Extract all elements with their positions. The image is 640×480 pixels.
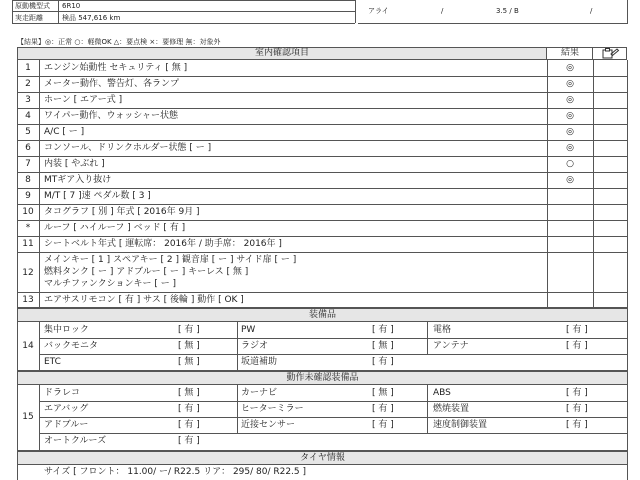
check-item-label: MTギア入り抜け (44, 175, 112, 185)
row-number: 9 (25, 191, 31, 201)
key-info-line1: メインキー [ 1 ] スペアキー [ 2 ] 観音扉 [ ー ] サイド扉 [ ー ] (44, 255, 297, 265)
check-item-label: 内装 [ やぶれ ] (44, 159, 105, 169)
tire-size-row: サイズ [ フロント： 11.00/ ー/ R22.5 リア： 295/ 80/ R22.5 ] (44, 467, 307, 477)
equipment-value: [ 無 ] (178, 388, 200, 398)
equipment-value: [ 有 ] (566, 420, 588, 430)
equipment-label: ヒーターミラー (241, 404, 304, 414)
row-number: 15 (22, 412, 34, 422)
check-item-label: ホーン [ エアー式 ] (44, 95, 123, 105)
equipment-value: [ 有 ] (372, 420, 394, 430)
equipment-label: 速度制御装置 (433, 420, 488, 430)
key-info-line2: 燃料タンク [ ー ] アドブルー [ ー ] キーレス [ 無 ] (44, 267, 249, 277)
equipment-value: [ 有 ] (372, 357, 394, 367)
row-number: 3 (25, 95, 31, 105)
check-item-label: ワイパー動作、ウォッシャー状態 (44, 111, 179, 121)
row-number: 11 (22, 239, 34, 249)
engine-model-value: 6R10 (62, 2, 81, 10)
result-mark: ◎ (566, 63, 574, 73)
equipment-value: [ 無 ] (372, 341, 394, 351)
equipment-value: [ 有 ] (566, 404, 588, 414)
clipboard-icon (600, 48, 620, 59)
equipment-value: [ 有 ] (178, 420, 200, 430)
air-suspension-row: エアサスリモコン [ 有 ] サス [ 後輪 ] 動作 [ OK ] (44, 295, 244, 305)
equipment-label: 坂道補助 (241, 357, 278, 367)
equipment-label: 燃焼装置 (433, 404, 470, 414)
result-mark: ◎ (566, 95, 574, 105)
equipment-label: オートクルーズ (44, 436, 107, 446)
engine-model-label: 原動機型式 (15, 2, 50, 10)
equipment-value: [ 有 ] (178, 436, 200, 446)
alignment-end: / (590, 7, 593, 15)
check-item-label: シートベルト年式 [ 運転席： 2016年 / 助手席： 2016年 ] (44, 239, 282, 249)
check-item-label: メーター動作、警告灯、各ランプ (44, 79, 180, 89)
alignment-label: アライ (368, 7, 389, 15)
equipment-header: 装備品 (308, 310, 336, 320)
equipment-label: エアバッグ (44, 404, 89, 414)
equipment-label: PW (241, 325, 256, 335)
result-mark: ○ (566, 159, 574, 169)
checklist-header: 室内確認項目 (254, 48, 309, 58)
equipment-value: [ 有 ] (566, 325, 588, 335)
check-item-label: タコグラフ [ 別 ] 年式 [ 2016年 9月 ] (44, 207, 200, 217)
equipment-value: [ 有 ] (566, 388, 588, 398)
check-item-label: M/T [ 7 ]速 ペダル数 [ 3 ] (44, 191, 151, 201)
equipment-label: ABS (433, 388, 451, 398)
tire-header: タイヤ情報 (300, 453, 345, 463)
result-mark: ◎ (566, 127, 574, 137)
equipment-value: [ 有 ] (566, 341, 588, 351)
check-item-label: ルーフ [ ハイルーフ ] ベッド [ 有 ] (44, 223, 186, 233)
row-number: 12 (22, 268, 34, 278)
equipment-value: [ 無 ] (372, 388, 394, 398)
equipment-value: [ 有 ] (178, 325, 200, 335)
check-item-label: A/C [ ー ] (44, 127, 85, 137)
equipment-value: [ 有 ] (372, 404, 394, 414)
equipment-label: バックモニタ (44, 341, 99, 351)
key-info-line3: マルチファンクションキー [ ー ] (44, 279, 177, 289)
mileage-label: 実走距離 (15, 14, 43, 22)
row-number: 14 (22, 341, 34, 351)
row-number: 2 (25, 79, 31, 89)
equipment-label: アドブルー (44, 420, 89, 430)
row-number: 10 (22, 207, 34, 217)
equipment-value: [ 無 ] (178, 357, 200, 367)
unverified-header: 動作未確認装備品 (286, 373, 359, 383)
equipment-label: 電格 (433, 325, 452, 335)
mileage-value: 検品 547,616 km (62, 14, 121, 22)
row-number: 6 (25, 143, 31, 153)
row-number: * (25, 223, 31, 233)
equipment-label: ドラレコ (44, 388, 81, 398)
result-column-header: 結果 (560, 48, 579, 58)
check-item-label: コンソール、ドリンクホルダー状態 [ ー ] (44, 143, 212, 153)
alignment-slash: / (441, 7, 444, 15)
result-mark: ◎ (566, 143, 574, 153)
equipment-label: アンテナ (433, 341, 469, 351)
result-mark: ◎ (566, 175, 574, 185)
row-number: 4 (25, 111, 31, 121)
row-number: 7 (25, 159, 31, 169)
equipment-label: 集中ロック (44, 325, 89, 335)
equipment-label: カーナビ (241, 388, 278, 398)
equipment-value: [ 有 ] (178, 404, 200, 414)
equipment-label: ETC (44, 357, 61, 367)
check-item-label: エンジン始動性 セキュリティ [ 無 ] (44, 63, 188, 73)
equipment-label: ラジオ (241, 341, 269, 351)
result-mark: ◎ (566, 79, 574, 89)
row-number: 1 (25, 63, 31, 73)
equipment-label: 近接センサー (241, 420, 296, 430)
row-number: 13 (22, 295, 34, 305)
row-number: 8 (25, 175, 31, 185)
equipment-value: [ 有 ] (372, 325, 394, 335)
result-legend: 【結果】◎：正常 ○：軽微OK △：要点検 ×：要修理 無：対象外 (17, 38, 221, 46)
result-mark: ◎ (566, 111, 574, 121)
equipment-value: [ 無 ] (178, 341, 200, 351)
row-number: 5 (25, 127, 31, 137)
alignment-value: 3.5 / B (496, 7, 519, 15)
